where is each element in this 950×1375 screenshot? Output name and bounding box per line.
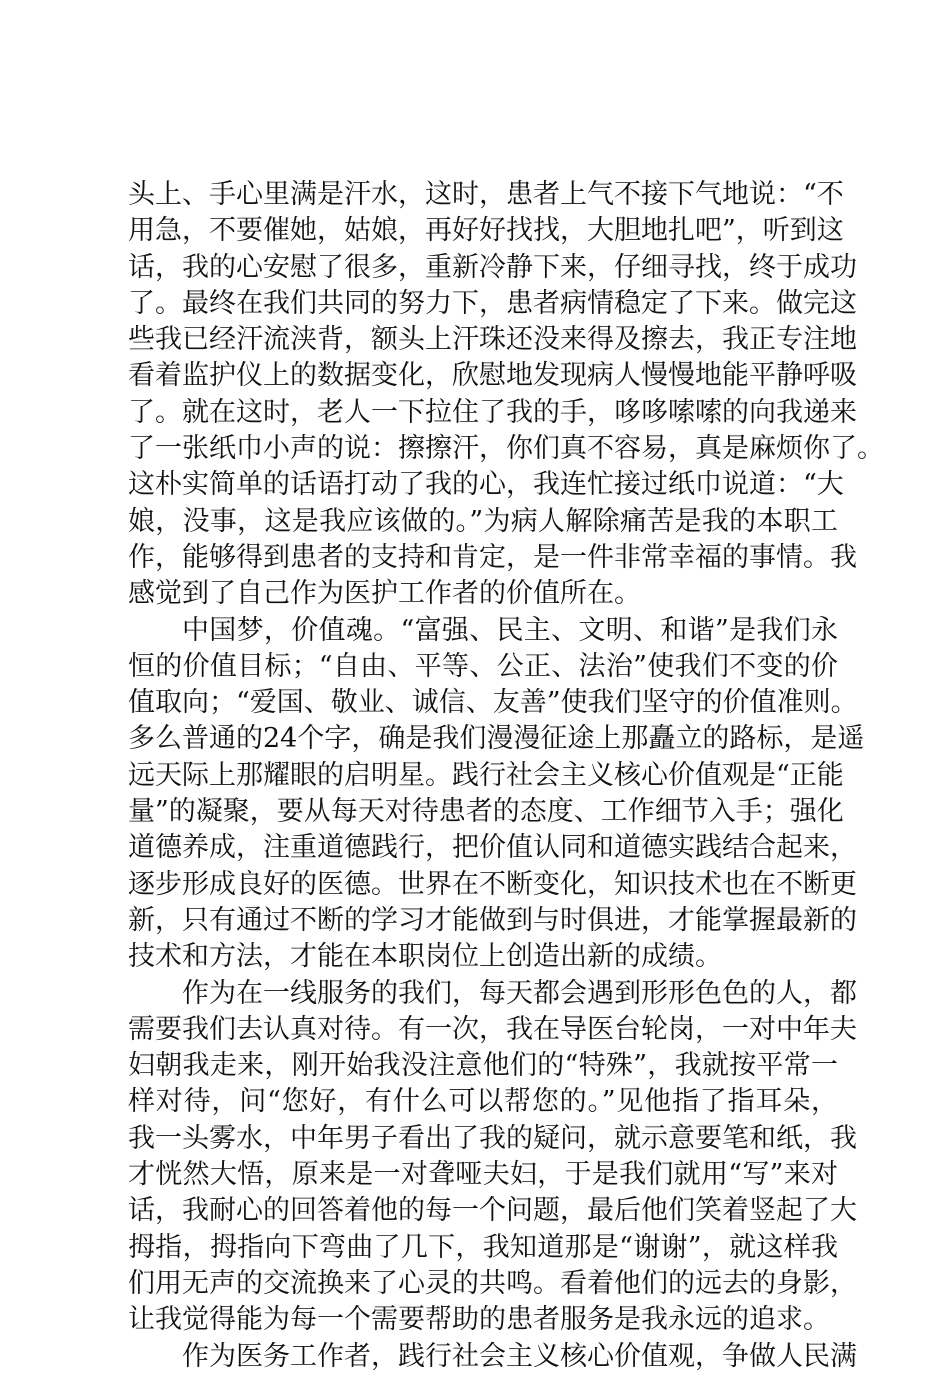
text-line: 们用无声的交流换来了心灵的共鸣。看着他们的远去的身影， xyxy=(128,1267,857,1299)
text-line: 看着监护仪上的数据变化，欣慰地发现病人慢慢地能平静呼吸 xyxy=(128,360,857,392)
text-line: 中国梦，价值魂。“富强、民主、文明、和谐”是我们永 xyxy=(182,614,838,646)
text-line: 头上、手心里满是汗水，这时，患者上气不接下气地说：“不 xyxy=(128,179,844,210)
text-line: 新，只有通过不断的学习才能做到与时俱进，才能掌握最新的 xyxy=(128,904,857,936)
text-line: 这朴实简单的话语打动了我的心，我连忙接过纸巾说道：“大 xyxy=(128,469,844,501)
text-line: 拇指，拇指向下弯曲了几下，我知道那是“谢谢”，就这样我 xyxy=(128,1231,838,1263)
text-line: 才恍然大悟，原来是一对聋哑夫妇，于是我们就用“写”来对 xyxy=(128,1159,838,1191)
text-line: 话，我的心安慰了很多，重新冷静下来，仔细寻找，终于成功 xyxy=(128,251,857,283)
text-line: 话，我耐心的回答着他的每一个问题，最后他们笑着竖起了大 xyxy=(128,1195,857,1227)
text-line: 妇朝我走来，刚开始我没注意他们的“特殊”，我就按平常一 xyxy=(128,1050,838,1082)
text-line: 些我已经汗流浃背，额头上汗珠还没来得及擦去，我正专注地 xyxy=(128,324,857,356)
text-line: 值取向；“爱国、敬业、诚信、友善”使我们坚守的价值准则。 xyxy=(128,687,858,719)
text-line: 我一头雾水，中年男子看出了我的疑问，就示意要笔和纸，我 xyxy=(128,1122,857,1154)
text-line: 作为在一线服务的我们，每天都会遇到形形色色的人，都 xyxy=(182,977,857,1009)
text-line: 样对待，问“您好，有什么可以帮您的。”见他指了指耳朵， xyxy=(128,1086,838,1118)
text-line: 需要我们去认真对待。有一次，我在导医台轮岗，一对中年夫 xyxy=(128,1013,857,1045)
text-line: 作，能够得到患者的支持和肯定，是一件非常幸福的事情。我 xyxy=(128,541,857,573)
text-line: 了。就在这时，老人一下拉住了我的手，哆哆嗦嗦的向我递来 xyxy=(128,396,857,428)
text-line: 技术和方法，才能在本职岗位上创造出新的成绩。 xyxy=(128,941,722,973)
text-line: 道德养成，注重道德践行，把价值认同和道德实践结合起来， xyxy=(128,832,857,864)
text-line: 让我觉得能为每一个需要帮助的患者服务是我永远的追求。 xyxy=(128,1304,830,1336)
text-line: 了。最终在我们共同的努力下，患者病情稳定了下来。做完这 xyxy=(128,287,857,319)
text-line: 娘，没事，这是我应该做的。”为病人解除痛苦是我的本职工 xyxy=(128,505,838,537)
text-line: 了一张纸巾小声的说：擦擦汗，你们真不容易，真是麻烦你了。 xyxy=(128,433,884,465)
text-line: 恒的价值目标；“自由、平等、公正、法治”使我们不变的价 xyxy=(128,650,838,682)
text-line: 感觉到了自己作为医护工作者的价值所在。 xyxy=(128,578,641,610)
text-line: 远天际上那耀眼的启明星。践行社会主义核心价值观是“正能 xyxy=(128,759,844,791)
paragraph xyxy=(128,613,865,976)
text-line: 逐步形成良好的医德。世界在不断变化，知识技术也在不断更 xyxy=(128,868,857,900)
body-text xyxy=(128,177,884,1375)
paragraph xyxy=(128,976,857,1339)
text-line: 多么普通的24个字，确是我们漫漫征途上那矗立的路标，是遥 xyxy=(128,723,865,755)
text-line: 用急，不要催她，姑娘，再好好找找，大胆地扎吧”，听到这 xyxy=(128,215,844,247)
paragraph xyxy=(128,177,884,613)
text-line: 量”的凝聚，要从每天对待患者的态度、工作细节入手；强化 xyxy=(128,796,844,828)
text-line: 作为医务工作者，践行社会主义核心价值观，争做人民满 xyxy=(182,1340,857,1372)
